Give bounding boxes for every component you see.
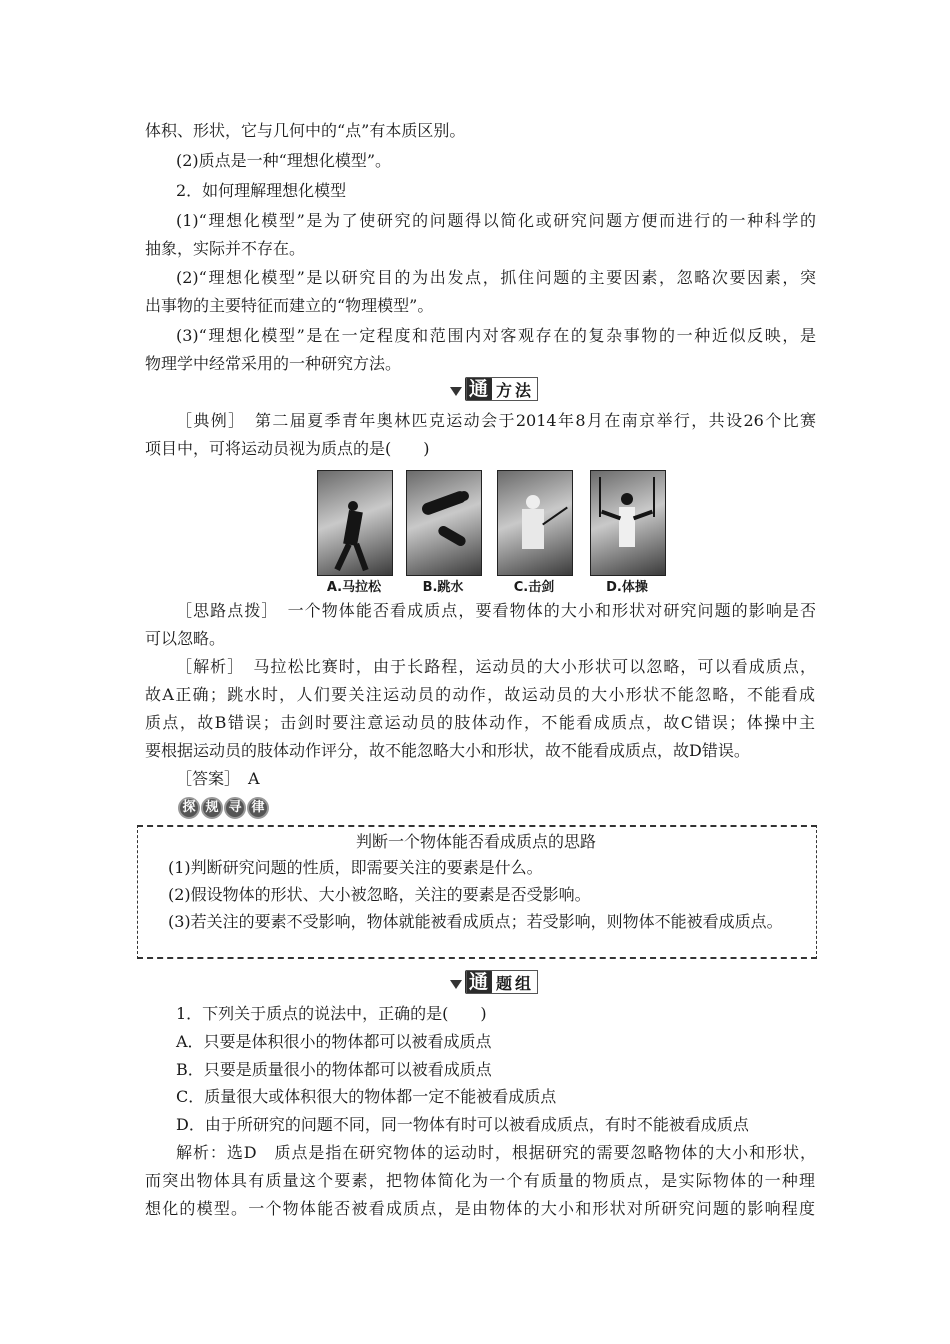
text-line: (3)“理想化模型”是在一定程度和范围内对客观存在的复杂事物的一种近似反映，是 bbox=[176, 326, 816, 345]
example-question-cont: 项目中，可将运动员视为质点的是( ) bbox=[145, 439, 430, 458]
text-line: 2．如何理解理想化模型 bbox=[176, 181, 347, 200]
badge-char: 律 bbox=[247, 797, 269, 819]
caption-a: A.马拉松 bbox=[326, 580, 382, 595]
box-line: (2)假设物体的形状、大小被忽略，关注的要素是否受影响。 bbox=[168, 885, 591, 904]
text-line: 物理学中经常采用的一种研究方法。 bbox=[145, 354, 402, 373]
exercise-option-a: A．只要是体积很小的物体都可以被看成质点 bbox=[176, 1032, 492, 1051]
exercise-option-c: C．质量很大或体积很大的物体都一定不能被看成质点 bbox=[176, 1087, 557, 1106]
exercise-option-b: B．只要是质量很小的物体都可以被看成质点 bbox=[176, 1060, 492, 1079]
header-rest-text: 题组 bbox=[496, 973, 535, 993]
section-header-method bbox=[450, 375, 534, 403]
hint-line: 可以忽略。 bbox=[145, 629, 226, 648]
analysis-line: ［解析］ 马拉松比赛时，由于长路程，运动员的大小形状可以忽略，可以看成质点， bbox=[176, 657, 816, 676]
header-frame bbox=[466, 970, 538, 994]
header-big-char: 通 bbox=[465, 377, 492, 401]
photo-fencing bbox=[497, 470, 573, 576]
badge-char: 规 bbox=[201, 797, 223, 819]
header-rest-text: 方法 bbox=[496, 380, 535, 400]
box-line: (1)判断研究问题的性质，即需要关注的要素是什么。 bbox=[168, 858, 543, 877]
caption-d: D.体操 bbox=[606, 580, 648, 595]
text-line: 出事物的主要特征而建立的“物理模型”。 bbox=[145, 296, 434, 315]
section-header-exercises bbox=[450, 968, 534, 996]
solution-line: 想化的模型。一个物体能否被看成质点，是由物体的大小和形状对所研究问题的影响程度 bbox=[145, 1199, 815, 1218]
badge-char: 寻 bbox=[224, 797, 246, 819]
answer-line: ［答案］ A bbox=[176, 769, 260, 788]
text-line: (1)“理想化模型”是为了使研究的问题得以简化或研究问题方便而进行的一种科学的 bbox=[176, 211, 816, 230]
analysis-line: 故A正确；跳水时，人们要关注运动员的动作，故运动员的大小形状不能忽略，不能看成 bbox=[145, 685, 815, 704]
triangle-icon bbox=[450, 980, 462, 989]
text-line: 体积、形状，它与几何中的“点”有本质区别。 bbox=[145, 121, 466, 140]
box-title: 判断一个物体能否看成质点的思路 bbox=[355, 832, 596, 851]
caption-c: C.击剑 bbox=[513, 580, 555, 595]
caption-b: B.跳水 bbox=[422, 580, 464, 595]
text-line: 抽象，实际并不存在。 bbox=[145, 239, 306, 258]
badge-char: 探 bbox=[178, 797, 200, 819]
photo-gymnastics bbox=[590, 470, 666, 576]
header-frame bbox=[466, 377, 538, 401]
text-line: (2)“理想化模型”是以研究目的为出发点，抓住问题的主要因素，忽略次要因素，突 bbox=[176, 268, 816, 287]
header-big-char: 通 bbox=[465, 970, 492, 994]
triangle-icon bbox=[450, 387, 462, 396]
example-question: ［典例］ 第二届夏季青年奥林匹克运动会于2014年8月在南京举行，共设26个比赛 bbox=[176, 411, 816, 430]
photo-marathon bbox=[317, 470, 393, 576]
box-line: (3)若关注的要素不受影响，物体就能被看成质点；若受影响，则物体不能被看成质点。 bbox=[168, 912, 783, 931]
solution-line: 而突出物体具有质量这个要素，把物体简化为一个有质量的物质点，是实际物体的一种理 bbox=[145, 1171, 815, 1190]
exercise-question: 1．下列关于质点的说法中，正确的是( ) bbox=[176, 1004, 487, 1023]
analysis-line: 质点，故B错误；击剑时要注意运动员的肢体动作，不能看成质点，故C错误；体操中主 bbox=[145, 713, 815, 732]
text-line: (2)质点是一种“理想化模型”。 bbox=[176, 151, 392, 170]
analysis-line: 要根据运动员的肢体动作评分，故不能忽略大小和形状，故不能看成质点，故D错误。 bbox=[145, 741, 750, 760]
rule-badge bbox=[178, 797, 270, 819]
hint-line: ［思路点拨］ 一个物体能否看成质点，要看物体的大小和形状对研究问题的影响是否 bbox=[176, 601, 816, 620]
exercise-option-d: D．由于所研究的问题不同，同一物体有时可以被看成质点，有时不能被看成质点 bbox=[176, 1115, 749, 1134]
solution-line: 解析：选D 质点是指在研究物体的运动时，根据研究的需要忽略物体的大小和形状， bbox=[176, 1143, 816, 1162]
photo-diving bbox=[406, 470, 482, 576]
